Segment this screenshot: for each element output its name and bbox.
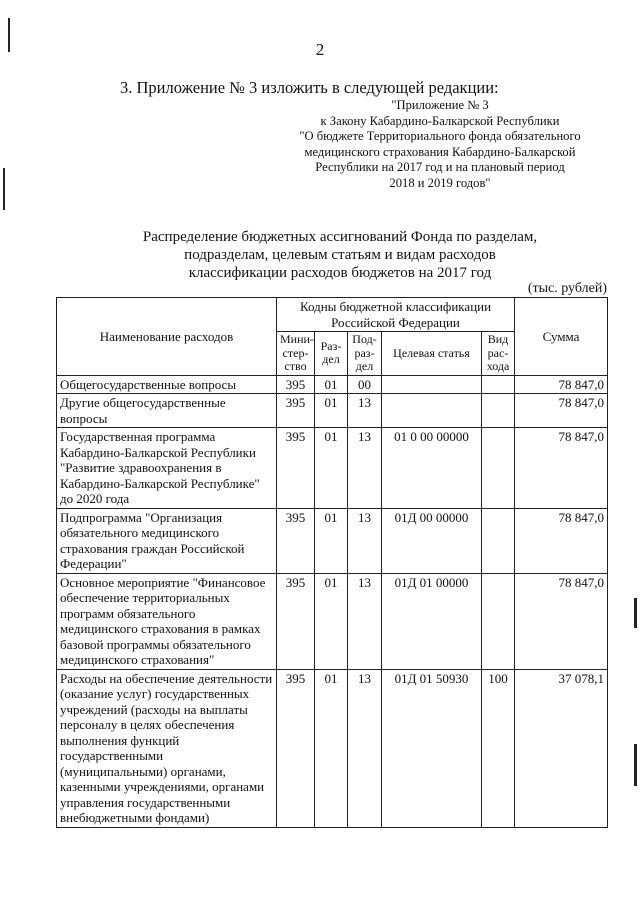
row-target: 01 0 00 00000 [382, 428, 482, 509]
budget-table [56, 297, 608, 828]
row-target: 01Д 01 00000 [382, 573, 482, 669]
header-type: Вид рас-хода [482, 332, 515, 376]
row-name: Подпрограмма "Организация обязательного медицинского страхования граждан Российской Федерации" [57, 508, 277, 573]
row-target: 01Д 01 50930 [382, 669, 482, 827]
header-target: Целевая статья [382, 332, 482, 376]
annex-line: к Закону Кабардино-Балкарской Республики [320, 113, 560, 128]
title-line: подразделам, целевым статьям и видам расходов [184, 247, 496, 263]
row-section: 01 [315, 573, 348, 669]
title-line: классификации расходов бюджетов на 2017 год [188, 265, 492, 281]
annex-line: медицинского страхования Кабардино-Балкарской [304, 144, 576, 159]
row-subsection: 13 [348, 508, 382, 573]
unit-label: (тыс. рублей) [527, 281, 607, 296]
header-section: Раз-дел [315, 332, 348, 376]
row-section: 01 [315, 508, 348, 573]
row-name: Расходы на обеспечение деятельности (оказание услуг) государственных учреждений (расходы на выплаты персоналу в целях обеспечения выполнения функций государственными (муниципальными) органами, казенными учреждениями, органами управления государственными внебюджетными фондами) [57, 669, 277, 827]
row-target [382, 375, 482, 394]
row-sum: 78 847,0 [515, 508, 608, 573]
table-row [57, 375, 608, 394]
row-name: Основное мероприятие "Финансовое обеспечение территориальных программ обязательного медицинского страхования в рамках базовой программы обязательного медицинского страхования" [57, 573, 277, 669]
table-row [57, 508, 608, 573]
annex-line: "О бюджете Территориального фонда обязательного [299, 129, 581, 143]
scan-mark-right-low [634, 744, 637, 786]
annex-header [270, 98, 610, 191]
header-name: Наименование расходов [57, 298, 277, 376]
row-subsection: 13 [348, 394, 382, 428]
row-sum: 78 847,0 [515, 375, 608, 394]
scan-mark-left-mid [3, 168, 5, 210]
annex-line: Республики на 2017 год и на плановый период [315, 160, 565, 174]
page-number: 2 [315, 40, 325, 59]
amendment-instruction: 3. Приложение № 3 изложить в следующей редакции: [120, 78, 499, 97]
row-type [482, 394, 515, 428]
header-sum: Сумма [515, 298, 608, 376]
row-subsection: 13 [348, 669, 382, 827]
row-section: 01 [315, 669, 348, 827]
row-ministry: 395 [277, 394, 315, 428]
row-subsection: 13 [348, 573, 382, 669]
row-sum: 78 847,0 [515, 394, 608, 428]
row-name: Общегосударственные вопросы [57, 375, 277, 394]
row-sum: 78 847,0 [515, 428, 608, 509]
table-row [57, 428, 608, 509]
row-section: 01 [315, 394, 348, 428]
title-line: Распределение бюджетных ассигнований Фонда по разделам, [142, 229, 538, 245]
row-ministry: 395 [277, 669, 315, 827]
header-subsection: Под-раз-дел [348, 332, 382, 376]
table-row [57, 573, 608, 669]
header-codes: Кодны бюджетной классификации Российской Федерации [277, 298, 515, 332]
row-ministry: 395 [277, 573, 315, 669]
table-row [57, 394, 608, 428]
row-ministry: 395 [277, 508, 315, 573]
row-type [482, 573, 515, 669]
scan-mark-right-mid [634, 598, 637, 628]
row-name: Государственная программа Кабардино-Балкарской Республики "Развитие здравоохранения в Кабардино-Балкарской Республике" до 2020 года [57, 428, 277, 509]
row-type [482, 375, 515, 394]
row-subsection: 00 [348, 375, 382, 394]
row-section: 01 [315, 428, 348, 509]
annex-line: 2018 и 2019 годов" [389, 175, 491, 190]
annex-line: "Приложение № 3 [391, 98, 489, 112]
row-sum: 78 847,0 [515, 573, 608, 669]
row-sum: 37 078,1 [515, 669, 608, 827]
row-type [482, 428, 515, 509]
row-type: 100 [482, 669, 515, 827]
row-section: 01 [315, 375, 348, 394]
header-ministry: Мини-стер-ство [277, 332, 315, 376]
row-ministry: 395 [277, 375, 315, 394]
row-ministry: 395 [277, 428, 315, 509]
row-subsection: 13 [348, 428, 382, 509]
document-title [110, 228, 570, 282]
row-target [382, 394, 482, 428]
row-name: Другие общегосударственные вопросы [57, 394, 277, 428]
row-target: 01Д 00 00000 [382, 508, 482, 573]
table-row [57, 669, 608, 827]
row-type [482, 508, 515, 573]
